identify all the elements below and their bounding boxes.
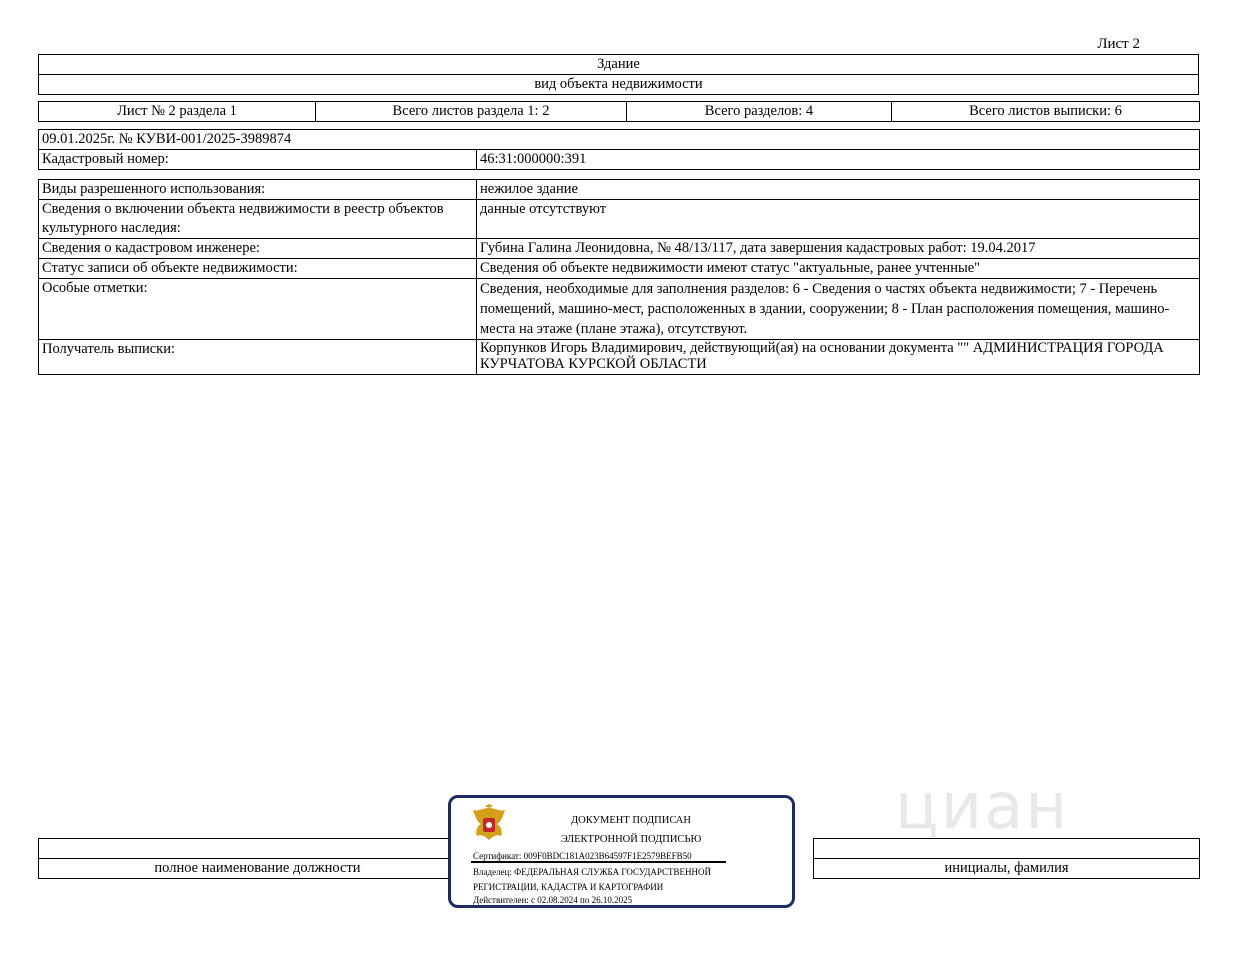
sheet-counts-table xyxy=(38,101,1200,122)
name-caption: инициалы, фамилия xyxy=(814,859,1200,879)
row-label: Особые отметки: xyxy=(39,279,477,340)
section-total: Всего листов раздела 1: 2 xyxy=(316,102,627,122)
position-cell xyxy=(39,839,477,859)
stamp-title-line-2: ЭЛЕКТРОННОЙ ПОДПИСЬЮ xyxy=(560,834,702,845)
row-label: Виды разрешенного использования: xyxy=(39,180,477,200)
table-row xyxy=(39,180,1200,200)
identity-table xyxy=(38,129,1200,170)
object-type-table xyxy=(38,54,1199,95)
object-type-caption: вид объекта недвижимости xyxy=(39,75,1199,95)
extract-date-number: 09.01.2025г. № КУВИ-001/2025-3989874 xyxy=(39,130,1200,150)
row-label: Сведения о включении объекта недвижимости в реестр объектов культурного наследия: xyxy=(39,200,477,239)
row-label: Статус записи об объекте недвижимости: xyxy=(39,259,477,279)
stamp-divider xyxy=(471,861,726,863)
cadastral-number-label: Кадастровый номер: xyxy=(39,150,477,170)
table-row xyxy=(39,239,1200,259)
name-cell xyxy=(814,839,1200,859)
row-value: Сведения, необходимые для заполнения разделов: 6 - Сведения о частях объекта недвижимости; 7 - Перечень помещений, машино-мест, расположенных в здании, сооружении; 8 - План расположения помещения, машино-места на этаже (плане этажа), отсутствуют. xyxy=(477,279,1200,340)
object-type: Здание xyxy=(39,55,1199,75)
row-value: данные отсутствуют xyxy=(477,200,1200,239)
sections-total: Всего разделов: 4 xyxy=(627,102,892,122)
row-value: Корпунков Игорь Владимирович, действующий(ая) на основании документа "" АДМИНИСТРАЦИЯ ГОРОДА КУРЧАТОВА КУРСКОЙ ОБЛАСТИ xyxy=(477,340,1200,375)
table-row xyxy=(39,200,1200,239)
table-row xyxy=(39,340,1200,375)
row-value: Губина Галина Леонидовна, № 48/13/117, дата завершения кадастровых работ: 19.04.2017 xyxy=(477,239,1200,259)
stamp-owner-line-1: Владелец: ФЕДЕРАЛЬНАЯ СЛУЖБА ГОСУДАРСТВЕННОЙ xyxy=(473,867,712,877)
row-value: Сведения об объекте недвижимости имеют статус "актуальные, ранее учтенные" xyxy=(477,259,1200,279)
cadastral-number-value: 46:31:000000:391 xyxy=(477,150,1200,170)
stamp-title-line-1: ДОКУМЕНТ ПОДПИСАН xyxy=(571,815,691,826)
stamp-certificate: Сертификат: 009F0BDC181A023B64597F1E2579BEFB50 xyxy=(473,851,692,861)
position-caption: полное наименование должности xyxy=(39,859,477,879)
row-label: Получатель выписки: xyxy=(39,340,477,375)
table-row xyxy=(39,279,1200,340)
extract-total: Всего листов выписки: 6 xyxy=(892,102,1200,122)
property-details-table xyxy=(38,179,1200,375)
section-sheet: Лист № 2 раздела 1 xyxy=(39,102,316,122)
sheet-number: Лист 2 xyxy=(1097,36,1140,52)
row-value: нежилое здание xyxy=(477,180,1200,200)
stamp-owner-line-2: РЕГИСТРАЦИИ, КАДАСТРА И КАРТОГРАФИИ xyxy=(473,882,664,892)
coat-of-arms-icon xyxy=(471,804,507,844)
electronic-signature-stamp xyxy=(448,795,795,908)
table-row xyxy=(39,259,1200,279)
row-label: Сведения о кадастровом инженере: xyxy=(39,239,477,259)
watermark-logo: циан xyxy=(895,770,1070,844)
stamp-validity: Действителен: с 02.08.2024 по 26.10.2025 xyxy=(473,895,633,905)
